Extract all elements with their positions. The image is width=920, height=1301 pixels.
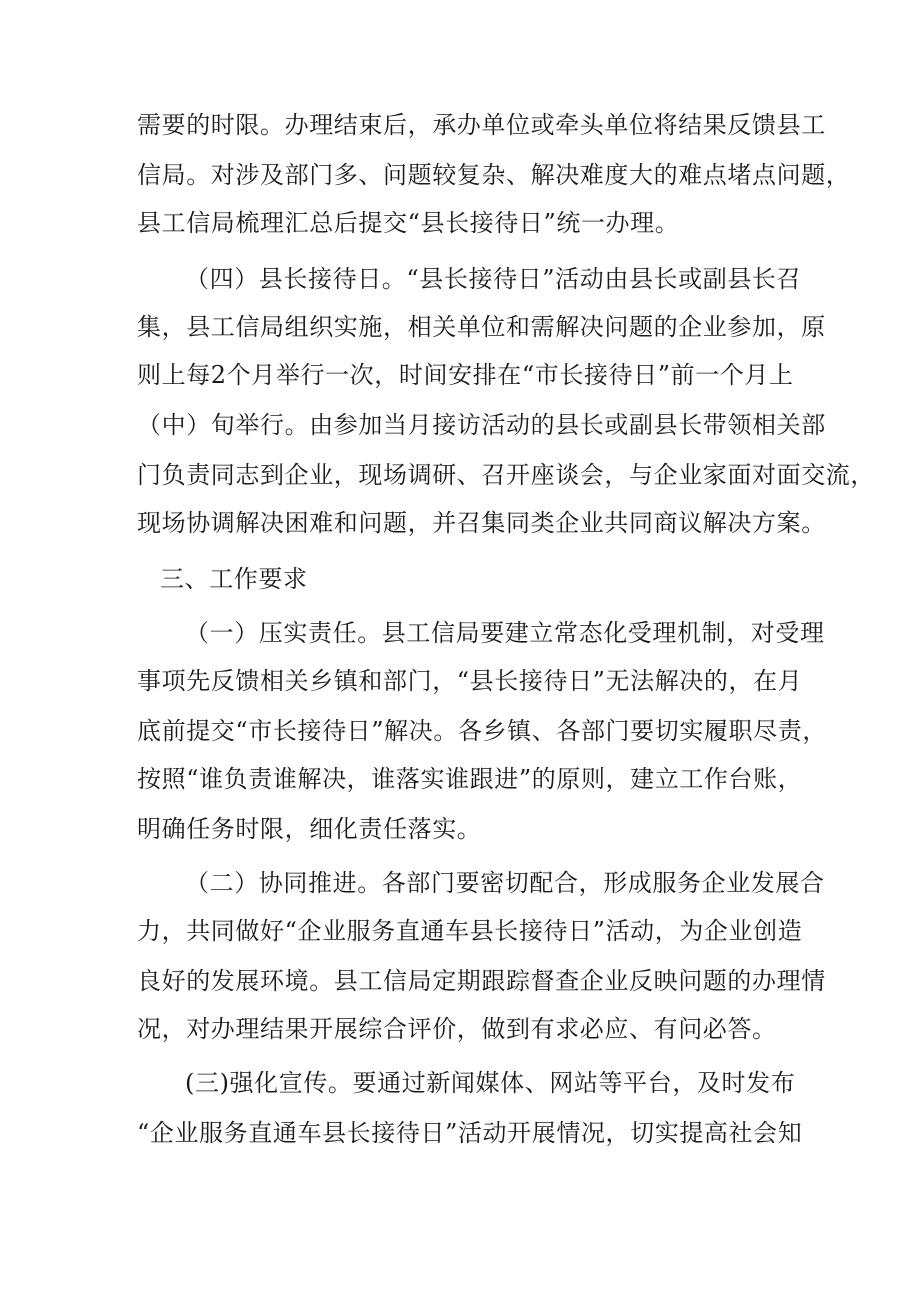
- paragraph-line: 现场协调解决困难和问题，并召集同类企业共同商议解决方案。: [137, 509, 826, 537]
- paragraph-line: （四）县长接待日。“县长接待日”活动由县长或副县长召: [185, 265, 802, 293]
- paragraph-line: 则上每2个月举行一次，时间安排在“市长接待日”前一个月上: [137, 361, 794, 389]
- paragraph-line: 集，县工信局组织实施，相关单位和需解决问题的企业参加，原: [137, 313, 826, 341]
- paragraph-line: “企业服务直通车县长接待日”活动开展情况，切实提高社会知: [137, 1119, 803, 1147]
- paragraph-line: （中）旬举行。由参加当月接访活动的县长或副县长带领相关部: [137, 411, 826, 439]
- paragraph-line: 底前提交“市长接待日”解决。各乡镇、各部门要切实履职尽责，: [137, 717, 827, 745]
- paragraph-line: （二）协同推进。各部门要密切配合，形成服务企业发展合: [185, 869, 825, 897]
- paragraph-line: 信局。对涉及部门多、问题较复杂、解决难度大的难点堵点问题，: [137, 161, 851, 189]
- paragraph-line: 县工信局梳理汇总后提交“县长接待日”统一办理。: [137, 209, 680, 237]
- paragraph-line: (三)强化宣传。要通过新闻媒体、网站等平台，及时发布: [185, 1069, 796, 1097]
- paragraph-line: （一）压实责任。县工信局要建立常态化受理机制，对受理: [185, 619, 825, 647]
- paragraph-line: 明确任务时限，细化责任落实。: [137, 815, 482, 843]
- paragraph-line: 需要的时限。办理结束后，承办单位或牵头单位将结果反馈县工: [137, 111, 826, 139]
- paragraph-line: 良好的发展环境。县工信局定期跟踪督查企业反映问题的办理情: [137, 967, 826, 995]
- paragraph-line: 按照“谁负责谁解决，谁落实谁跟进”的原则，建立工作台账，: [137, 765, 803, 793]
- paragraph-line: 力，共同做好“企业服务直通车县长接待日”活动，为企业创造: [137, 917, 803, 945]
- paragraph-line: 事项先反馈相关乡镇和部门，“县长接待日”无法解决的，在月: [137, 667, 803, 695]
- section-heading: 三、工作要求: [160, 565, 308, 593]
- paragraph-line: 况，对办理结果开展综合评价，做到有求必应、有问必答。: [137, 1015, 777, 1043]
- paragraph-line: 门负责同志到企业，现场调研、召开座谈会，与企业家面对面交流，: [137, 461, 875, 489]
